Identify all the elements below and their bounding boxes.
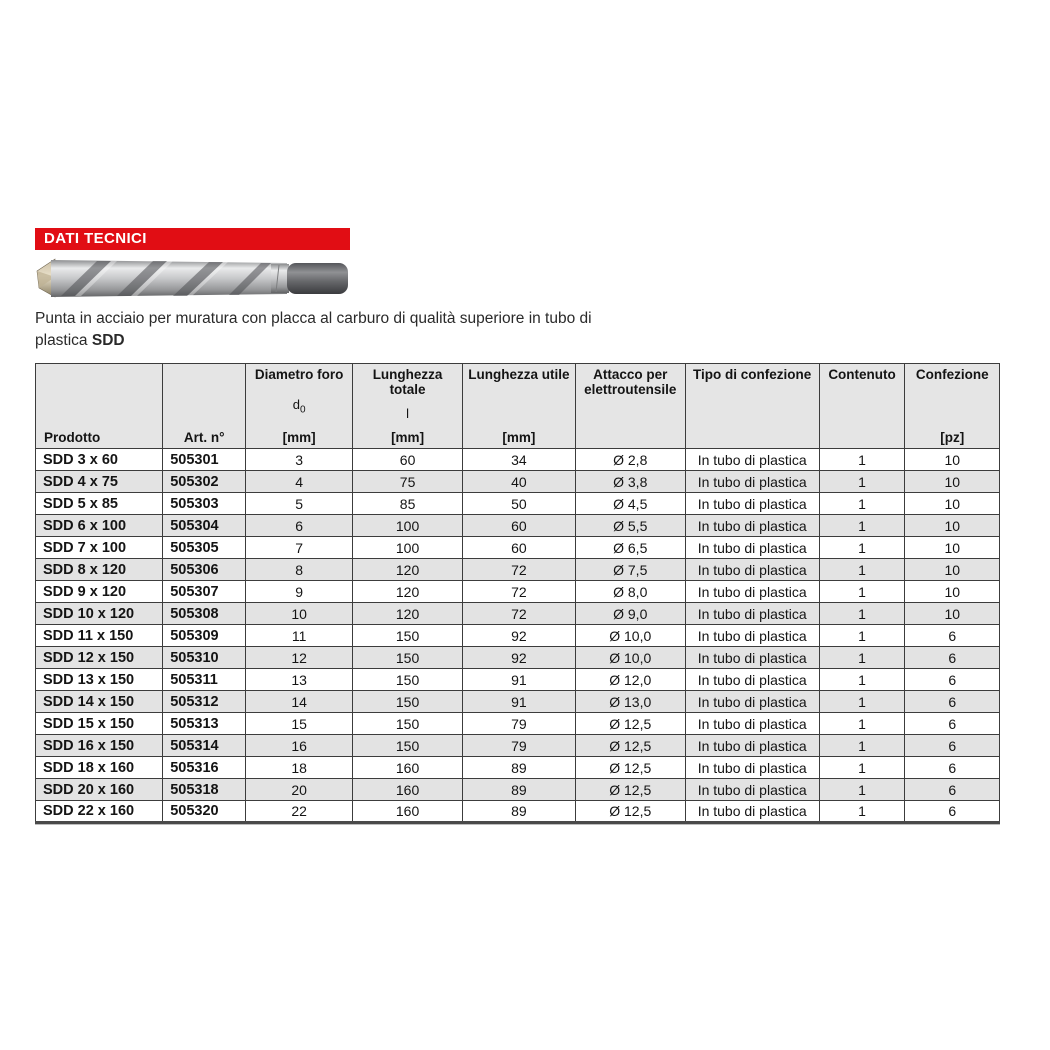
- cell-lunghezza-utile: 89: [463, 757, 576, 779]
- cell-art-no: 505310: [163, 647, 246, 669]
- cell-prodotto: SDD 18 x 160: [36, 757, 163, 779]
- cell-lunghezza-totale: 120: [353, 581, 463, 603]
- cell-lunghezza-utile: 89: [463, 779, 576, 801]
- cell-art-no: 505301: [163, 449, 246, 471]
- cell-confezione: 6: [905, 691, 1000, 713]
- cell-diametro-foro: 8: [246, 559, 353, 581]
- table-row: [36, 449, 1000, 471]
- cell-diametro-foro: 11: [246, 625, 353, 647]
- cell-prodotto: SDD 13 x 150: [36, 669, 163, 691]
- cell-art-no: 505308: [163, 603, 246, 625]
- header-row: [36, 364, 1000, 449]
- cell-art-no: 505304: [163, 515, 246, 537]
- cell-attacco: Ø 10,0: [575, 647, 685, 669]
- cell-diametro-foro: 16: [246, 735, 353, 757]
- cell-lunghezza-utile: 91: [463, 691, 576, 713]
- table-row: [36, 713, 1000, 735]
- cell-confezione: 10: [905, 449, 1000, 471]
- col-header-lunghezza-totale: Lunghezza totale l [mm]: [353, 364, 463, 449]
- table-row: [36, 801, 1000, 823]
- cell-confezione: 10: [905, 581, 1000, 603]
- cell-lunghezza-totale: 120: [353, 603, 463, 625]
- cell-confezione: 6: [905, 735, 1000, 757]
- cell-art-no: 505320: [163, 801, 246, 823]
- cell-attacco: Ø 13,0: [575, 691, 685, 713]
- table-row: [36, 493, 1000, 515]
- cell-art-no: 505303: [163, 493, 246, 515]
- cell-confezione: 10: [905, 603, 1000, 625]
- cell-diametro-foro: 13: [246, 669, 353, 691]
- cell-prodotto: SDD 15 x 150: [36, 713, 163, 735]
- cell-prodotto: SDD 16 x 150: [36, 735, 163, 757]
- cell-diametro-foro: 5: [246, 493, 353, 515]
- cell-prodotto: SDD 22 x 160: [36, 801, 163, 823]
- cell-confezione: 10: [905, 471, 1000, 493]
- cell-lunghezza-utile: 79: [463, 735, 576, 757]
- cell-attacco: Ø 5,5: [575, 515, 685, 537]
- cell-tipo-confezione: In tubo di plastica: [685, 581, 819, 603]
- cell-prodotto: SDD 12 x 150: [36, 647, 163, 669]
- col-header-tipo-confezione: Tipo di confezione: [685, 364, 819, 449]
- col-header-attacco: Attacco per elettroutensile: [575, 364, 685, 449]
- cell-art-no: 505306: [163, 559, 246, 581]
- cell-diametro-foro: 10: [246, 603, 353, 625]
- col-header-diametro-foro: Diametro foro $d_0$ [mm]: [246, 364, 353, 449]
- cell-tipo-confezione: In tubo di plastica: [685, 713, 819, 735]
- cell-lunghezza-utile: 89: [463, 801, 576, 823]
- cell-contenuto: 1: [819, 779, 905, 801]
- cell-art-no: 505311: [163, 669, 246, 691]
- cell-lunghezza-utile: 72: [463, 559, 576, 581]
- cell-tipo-confezione: In tubo di plastica: [685, 735, 819, 757]
- cell-art-no: 505312: [163, 691, 246, 713]
- cell-contenuto: 1: [819, 735, 905, 757]
- cell-attacco: Ø 8,0: [575, 581, 685, 603]
- table-row: [36, 779, 1000, 801]
- cell-lunghezza-totale: 100: [353, 537, 463, 559]
- cell-contenuto: 1: [819, 801, 905, 823]
- cell-lunghezza-utile: 91: [463, 669, 576, 691]
- cell-lunghezza-totale: 75: [353, 471, 463, 493]
- cell-confezione: 10: [905, 493, 1000, 515]
- section-title: DATI TECNICI: [44, 230, 147, 247]
- cell-lunghezza-utile: 92: [463, 647, 576, 669]
- cell-prodotto: SDD 9 x 120: [36, 581, 163, 603]
- description-product-code: SDD: [91, 332, 125, 349]
- cell-attacco: Ø 12,5: [575, 779, 685, 801]
- cell-lunghezza-totale: 100: [353, 515, 463, 537]
- cell-tipo-confezione: In tubo di plastica: [685, 779, 819, 801]
- cell-lunghezza-utile: 40: [463, 471, 576, 493]
- cell-confezione: 6: [905, 647, 1000, 669]
- cell-contenuto: 1: [819, 559, 905, 581]
- cell-tipo-confezione: In tubo di plastica: [685, 801, 819, 823]
- cell-lunghezza-utile: 50: [463, 493, 576, 515]
- cell-art-no: 505314: [163, 735, 246, 757]
- cell-diametro-foro: 18: [246, 757, 353, 779]
- table-header: [36, 364, 1000, 449]
- cell-tipo-confezione: In tubo di plastica: [685, 603, 819, 625]
- cell-contenuto: 1: [819, 691, 905, 713]
- table-row: [36, 581, 1000, 603]
- cell-diametro-foro: 12: [246, 647, 353, 669]
- cell-diametro-foro: 6: [246, 515, 353, 537]
- table-row: [36, 625, 1000, 647]
- cell-tipo-confezione: In tubo di plastica: [685, 449, 819, 471]
- cell-confezione: 6: [905, 801, 1000, 823]
- cell-contenuto: 1: [819, 471, 905, 493]
- cell-lunghezza-totale: 60: [353, 449, 463, 471]
- cell-prodotto: SDD 11 x 150: [36, 625, 163, 647]
- cell-contenuto: 1: [819, 647, 905, 669]
- cell-attacco: Ø 9,0: [575, 603, 685, 625]
- cell-prodotto: SDD 7 x 100: [36, 537, 163, 559]
- cell-contenuto: 1: [819, 581, 905, 603]
- cell-diametro-foro: 15: [246, 713, 353, 735]
- cell-attacco: Ø 4,5: [575, 493, 685, 515]
- cell-attacco: Ø 12,5: [575, 713, 685, 735]
- cell-lunghezza-totale: 150: [353, 735, 463, 757]
- cell-art-no: 505316: [163, 757, 246, 779]
- cell-tipo-confezione: In tubo di plastica: [685, 757, 819, 779]
- cell-prodotto: SDD 20 x 160: [36, 779, 163, 801]
- table-row: [36, 471, 1000, 493]
- cell-tipo-confezione: In tubo di plastica: [685, 625, 819, 647]
- table-row: [36, 757, 1000, 779]
- cell-contenuto: 1: [819, 537, 905, 559]
- cell-attacco: Ø 7,5: [575, 559, 685, 581]
- cell-confezione: 6: [905, 669, 1000, 691]
- cell-attacco: Ø 2,8: [575, 449, 685, 471]
- cell-tipo-confezione: In tubo di plastica: [685, 559, 819, 581]
- cell-lunghezza-utile: 72: [463, 603, 576, 625]
- cell-prodotto: SDD 6 x 100: [36, 515, 163, 537]
- cell-confezione: 10: [905, 537, 1000, 559]
- cell-tipo-confezione: In tubo di plastica: [685, 537, 819, 559]
- cell-confezione: 6: [905, 779, 1000, 801]
- cell-diametro-foro: 4: [246, 471, 353, 493]
- table-row: [36, 559, 1000, 581]
- cell-lunghezza-totale: 160: [353, 801, 463, 823]
- cell-attacco: Ø 12,0: [575, 669, 685, 691]
- cell-tipo-confezione: In tubo di plastica: [685, 515, 819, 537]
- col-header-confezione: Confezione [pz]: [905, 364, 1000, 449]
- content-area: [35, 228, 1000, 824]
- cell-art-no: 505313: [163, 713, 246, 735]
- cell-tipo-confezione: In tubo di plastica: [685, 691, 819, 713]
- col-header-lunghezza-utile: Lunghezza utile [mm]: [463, 364, 576, 449]
- cell-contenuto: 1: [819, 515, 905, 537]
- cell-diametro-foro: 14: [246, 691, 353, 713]
- cell-art-no: 505307: [163, 581, 246, 603]
- cell-contenuto: 1: [819, 713, 905, 735]
- cell-art-no: 505318: [163, 779, 246, 801]
- cell-tipo-confezione: In tubo di plastica: [685, 471, 819, 493]
- cell-confezione: 10: [905, 559, 1000, 581]
- cell-attacco: Ø 6,5: [575, 537, 685, 559]
- cell-prodotto: SDD 10 x 120: [36, 603, 163, 625]
- cell-attacco: Ø 3,8: [575, 471, 685, 493]
- cell-tipo-confezione: In tubo di plastica: [685, 647, 819, 669]
- product-description: [35, 308, 595, 352]
- cell-lunghezza-totale: 150: [353, 691, 463, 713]
- cell-lunghezza-totale: 150: [353, 713, 463, 735]
- cell-art-no: 505305: [163, 537, 246, 559]
- cell-contenuto: 1: [819, 757, 905, 779]
- cell-lunghezza-utile: 92: [463, 625, 576, 647]
- col-header-art-no: Art. n°: [163, 364, 246, 449]
- table-row: [36, 537, 1000, 559]
- cell-confezione: 6: [905, 625, 1000, 647]
- cell-attacco: Ø 12,5: [575, 757, 685, 779]
- cell-lunghezza-utile: 60: [463, 515, 576, 537]
- cell-contenuto: 1: [819, 449, 905, 471]
- col-header-contenuto: Contenuto: [819, 364, 905, 449]
- cell-confezione: 10: [905, 515, 1000, 537]
- table-row: [36, 735, 1000, 757]
- cell-art-no: 505309: [163, 625, 246, 647]
- cell-lunghezza-totale: 120: [353, 559, 463, 581]
- table-row: [36, 647, 1000, 669]
- spec-table: [35, 363, 1000, 824]
- cell-prodotto: SDD 8 x 120: [36, 559, 163, 581]
- cell-lunghezza-totale: 150: [353, 625, 463, 647]
- description-text: Punta in acciaio per muratura con placca al carburo di qualità superiore in tubo di plastica: [35, 310, 592, 349]
- cell-prodotto: SDD 5 x 85: [36, 493, 163, 515]
- cell-prodotto: SDD 14 x 150: [36, 691, 163, 713]
- cell-diametro-foro: 9: [246, 581, 353, 603]
- cell-lunghezza-totale: 160: [353, 779, 463, 801]
- cell-diametro-foro: 20: [246, 779, 353, 801]
- table-body: [36, 449, 1000, 823]
- cell-contenuto: 1: [819, 669, 905, 691]
- cell-diametro-foro: 7: [246, 537, 353, 559]
- cell-contenuto: 1: [819, 603, 905, 625]
- cell-art-no: 505302: [163, 471, 246, 493]
- cell-diametro-foro: 22: [246, 801, 353, 823]
- cell-prodotto: SDD 3 x 60: [36, 449, 163, 471]
- cell-prodotto: SDD 4 x 75: [36, 471, 163, 493]
- product-photo: [35, 255, 350, 301]
- cell-attacco: Ø 12,5: [575, 801, 685, 823]
- cell-lunghezza-utile: 60: [463, 537, 576, 559]
- table-row: [36, 691, 1000, 713]
- masonry-drill-bit-icon: [35, 255, 350, 301]
- cell-tipo-confezione: In tubo di plastica: [685, 669, 819, 691]
- cell-lunghezza-totale: 150: [353, 647, 463, 669]
- cell-contenuto: 1: [819, 625, 905, 647]
- col-header-prodotto: Prodotto: [36, 364, 163, 449]
- cell-attacco: Ø 10,0: [575, 625, 685, 647]
- cell-confezione: 6: [905, 713, 1000, 735]
- table-row: [36, 515, 1000, 537]
- table-row: [36, 669, 1000, 691]
- cell-contenuto: 1: [819, 493, 905, 515]
- cell-lunghezza-totale: 85: [353, 493, 463, 515]
- cell-lunghezza-totale: 150: [353, 669, 463, 691]
- cell-confezione: 6: [905, 757, 1000, 779]
- cell-lunghezza-utile: 34: [463, 449, 576, 471]
- cell-lunghezza-utile: 72: [463, 581, 576, 603]
- cell-lunghezza-utile: 79: [463, 713, 576, 735]
- table-row: [36, 603, 1000, 625]
- cell-attacco: Ø 12,5: [575, 735, 685, 757]
- cell-diametro-foro: 3: [246, 449, 353, 471]
- cell-lunghezza-totale: 160: [353, 757, 463, 779]
- section-banner: [35, 228, 350, 250]
- cell-tipo-confezione: In tubo di plastica: [685, 493, 819, 515]
